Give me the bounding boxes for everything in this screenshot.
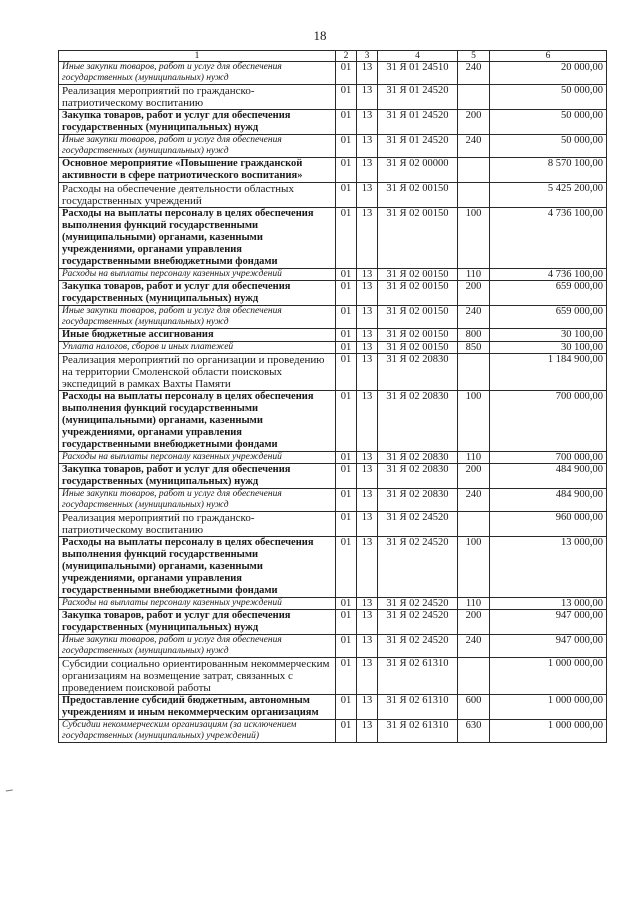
row-expense-type-cell xyxy=(458,158,490,183)
row-name-cell: Расходы на выплаты персоналу казенных учреждений xyxy=(59,452,336,464)
table-row xyxy=(59,354,607,391)
row-expense-type-cell: 240 xyxy=(458,62,490,85)
row-amount-cell: 30 100,00 xyxy=(490,342,607,354)
row-amount-cell: 50 000,00 xyxy=(490,135,607,158)
row-expense-type-cell xyxy=(458,183,490,208)
row-expense-type-cell: 600 xyxy=(458,695,490,720)
row-name-cell: Иные закупки товаров, работ и услуг для обеспечения государственных (муниципальных) нужд xyxy=(59,135,336,158)
row-section-cell: 01 xyxy=(336,464,357,489)
row-subsection-cell: 13 xyxy=(357,269,378,281)
row-name-cell: Реализация мероприятий по гражданско-патриотическому воспитанию xyxy=(59,512,336,537)
row-amount-cell: 700 000,00 xyxy=(490,452,607,464)
row-amount-cell: 4 736 100,00 xyxy=(490,269,607,281)
row-target-code-cell: 31 Я 02 24520 xyxy=(378,610,458,635)
row-subsection-cell: 13 xyxy=(357,489,378,512)
row-amount-cell: 50 000,00 xyxy=(490,110,607,135)
row-target-code-cell: 31 Я 02 00150 xyxy=(378,269,458,281)
row-section-cell: 01 xyxy=(336,635,357,658)
row-section-cell: 01 xyxy=(336,452,357,464)
row-section-cell: 01 xyxy=(336,489,357,512)
row-target-code-cell: 31 Я 02 00000 xyxy=(378,158,458,183)
row-amount-cell: 484 900,00 xyxy=(490,464,607,489)
row-expense-type-cell: 200 xyxy=(458,110,490,135)
row-section-cell: 01 xyxy=(336,658,357,695)
row-name-cell: Расходы на выплаты персоналу казенных учреждений xyxy=(59,269,336,281)
row-subsection-cell: 13 xyxy=(357,85,378,110)
row-name-cell: Расходы на выплаты персоналу в целях обеспечения выполнения функций государственными (муниципальными) органами, казенными учреждениями, органами управления государственными внебюджетными фондами xyxy=(59,391,336,452)
row-expense-type-cell: 800 xyxy=(458,329,490,342)
row-target-code-cell: 31 Я 02 20830 xyxy=(378,452,458,464)
table-row xyxy=(59,391,607,452)
row-section-cell: 01 xyxy=(336,269,357,281)
table-row xyxy=(59,695,607,720)
row-name-cell: Предоставление субсидий бюджетным, автономным учреждениям и иным некоммерческим организациям xyxy=(59,695,336,720)
row-amount-cell: 700 000,00 xyxy=(490,391,607,452)
row-target-code-cell: 31 Я 02 00150 xyxy=(378,329,458,342)
row-name-cell: Закупка товаров, работ и услуг для обеспечения государственных (муниципальных) нужд xyxy=(59,464,336,489)
row-section-cell: 01 xyxy=(336,537,357,598)
row-amount-cell: 1 000 000,00 xyxy=(490,658,607,695)
row-name-cell: Реализация мероприятий по организации и проведению на территории Смоленской области поисковых экспедиций в рамках Вахты Памяти xyxy=(59,354,336,391)
table-row xyxy=(59,598,607,610)
row-target-code-cell: 31 Я 02 00150 xyxy=(378,306,458,329)
row-subsection-cell: 13 xyxy=(357,658,378,695)
row-amount-cell: 1 000 000,00 xyxy=(490,695,607,720)
table-row xyxy=(59,610,607,635)
page-number: 18 xyxy=(313,28,327,43)
row-target-code-cell: 31 Я 02 00150 xyxy=(378,183,458,208)
table-row xyxy=(59,452,607,464)
row-subsection-cell: 13 xyxy=(357,635,378,658)
table-row xyxy=(59,306,607,329)
row-amount-cell: 960 000,00 xyxy=(490,512,607,537)
table-row xyxy=(59,720,607,743)
row-expense-type-cell: 200 xyxy=(458,281,490,306)
row-target-code-cell: 31 Я 02 20830 xyxy=(378,354,458,391)
row-name-cell: Закупка товаров, работ и услуг для обеспечения государственных (муниципальных) нужд xyxy=(59,281,336,306)
row-section-cell: 01 xyxy=(336,208,357,269)
row-amount-cell: 4 736 100,00 xyxy=(490,208,607,269)
row-subsection-cell: 13 xyxy=(357,281,378,306)
table-row xyxy=(59,183,607,208)
column-number-4: 4 xyxy=(378,51,458,62)
row-target-code-cell: 31 Я 01 24520 xyxy=(378,85,458,110)
row-name-cell: Закупка товаров, работ и услуг для обеспечения государственных (муниципальных) нужд xyxy=(59,110,336,135)
table-row xyxy=(59,158,607,183)
row-expense-type-cell: 240 xyxy=(458,306,490,329)
row-target-code-cell: 31 Я 02 24520 xyxy=(378,598,458,610)
table-row xyxy=(59,489,607,512)
row-expense-type-cell: 850 xyxy=(458,342,490,354)
row-name-cell: Иные закупки товаров, работ и услуг для обеспечения государственных (муниципальных) нужд xyxy=(59,62,336,85)
table-row xyxy=(59,537,607,598)
row-subsection-cell: 13 xyxy=(357,695,378,720)
row-section-cell: 01 xyxy=(336,342,357,354)
column-number-5: 5 xyxy=(458,51,490,62)
column-number-3: 3 xyxy=(357,51,378,62)
row-section-cell: 01 xyxy=(336,158,357,183)
row-expense-type-cell: 100 xyxy=(458,208,490,269)
row-target-code-cell: 31 Я 02 00150 xyxy=(378,208,458,269)
row-section-cell: 01 xyxy=(336,110,357,135)
row-expense-type-cell: 110 xyxy=(458,598,490,610)
row-target-code-cell: 31 Я 01 24510 xyxy=(378,62,458,85)
row-section-cell: 01 xyxy=(336,85,357,110)
row-amount-cell: 484 900,00 xyxy=(490,489,607,512)
row-section-cell: 01 xyxy=(336,329,357,342)
row-section-cell: 01 xyxy=(336,183,357,208)
table-row xyxy=(59,269,607,281)
margin-mark xyxy=(6,790,13,795)
row-amount-cell: 5 425 200,00 xyxy=(490,183,607,208)
row-amount-cell: 947 000,00 xyxy=(490,610,607,635)
table-row xyxy=(59,62,607,85)
column-number-row xyxy=(59,51,607,62)
row-target-code-cell: 31 Я 02 00150 xyxy=(378,342,458,354)
column-number-1: 1 xyxy=(59,51,336,62)
row-subsection-cell: 13 xyxy=(357,610,378,635)
row-expense-type-cell: 200 xyxy=(458,610,490,635)
row-amount-cell: 1 000 000,00 xyxy=(490,720,607,743)
row-name-cell: Иные бюджетные ассигнования xyxy=(59,329,336,342)
row-expense-type-cell xyxy=(458,354,490,391)
row-target-code-cell: 31 Я 01 24520 xyxy=(378,135,458,158)
column-number-2: 2 xyxy=(336,51,357,62)
row-name-cell: Реализация мероприятий по гражданско-патриотическому воспитанию xyxy=(59,85,336,110)
row-expense-type-cell: 110 xyxy=(458,452,490,464)
row-subsection-cell: 13 xyxy=(357,208,378,269)
table-row xyxy=(59,85,607,110)
row-subsection-cell: 13 xyxy=(357,110,378,135)
row-section-cell: 01 xyxy=(336,720,357,743)
row-amount-cell: 50 000,00 xyxy=(490,85,607,110)
row-expense-type-cell: 110 xyxy=(458,269,490,281)
row-target-code-cell: 31 Я 02 61310 xyxy=(378,658,458,695)
row-expense-type-cell: 200 xyxy=(458,464,490,489)
row-subsection-cell: 13 xyxy=(357,598,378,610)
row-name-cell: Расходы на обеспечение деятельности областных государственных учреждений xyxy=(59,183,336,208)
row-expense-type-cell: 100 xyxy=(458,391,490,452)
table-row xyxy=(59,281,607,306)
row-name-cell: Расходы на выплаты персоналу в целях обеспечения выполнения функций государственными (муниципальными) органами, казенными учреждениями, органами управления государственными внебюджетными фондами xyxy=(59,537,336,598)
row-subsection-cell: 13 xyxy=(357,342,378,354)
row-amount-cell: 13 000,00 xyxy=(490,537,607,598)
row-subsection-cell: 13 xyxy=(357,183,378,208)
budget-table xyxy=(58,50,607,743)
table-row xyxy=(59,208,607,269)
row-target-code-cell: 31 Я 01 24520 xyxy=(378,110,458,135)
row-section-cell: 01 xyxy=(336,598,357,610)
table-row xyxy=(59,512,607,537)
row-target-code-cell: 31 Я 02 20830 xyxy=(378,464,458,489)
table-row xyxy=(59,329,607,342)
row-expense-type-cell: 100 xyxy=(458,537,490,598)
table-row xyxy=(59,464,607,489)
row-subsection-cell: 13 xyxy=(357,452,378,464)
row-target-code-cell: 31 Я 02 61310 xyxy=(378,720,458,743)
row-amount-cell: 1 184 900,00 xyxy=(490,354,607,391)
row-name-cell: Расходы на выплаты персоналу в целях обеспечения выполнения функций государственными (муниципальными) органами, казенными учреждениями, органами управления государственными внебюджетными фондами xyxy=(59,208,336,269)
row-subsection-cell: 13 xyxy=(357,306,378,329)
row-subsection-cell: 13 xyxy=(357,135,378,158)
row-subsection-cell: 13 xyxy=(357,537,378,598)
row-section-cell: 01 xyxy=(336,62,357,85)
row-target-code-cell: 31 Я 02 00150 xyxy=(378,281,458,306)
row-name-cell: Иные закупки товаров, работ и услуг для обеспечения государственных (муниципальных) нужд xyxy=(59,635,336,658)
table-row xyxy=(59,658,607,695)
table-row xyxy=(59,342,607,354)
row-expense-type-cell: 630 xyxy=(458,720,490,743)
row-name-cell: Иные закупки товаров, работ и услуг для обеспечения государственных (муниципальных) нужд xyxy=(59,489,336,512)
row-subsection-cell: 13 xyxy=(357,354,378,391)
row-amount-cell: 30 100,00 xyxy=(490,329,607,342)
row-target-code-cell: 31 Я 02 24520 xyxy=(378,635,458,658)
row-section-cell: 01 xyxy=(336,512,357,537)
row-name-cell: Уплата налогов, сборов и иных платежей xyxy=(59,342,336,354)
row-subsection-cell: 13 xyxy=(357,720,378,743)
row-amount-cell: 20 000,00 xyxy=(490,62,607,85)
row-name-cell: Субсидии некоммерческим организациям (за исключением государственных (муниципальных) учреждений) xyxy=(59,720,336,743)
row-name-cell: Закупка товаров, работ и услуг для обеспечения государственных (муниципальных) нужд xyxy=(59,610,336,635)
row-target-code-cell: 31 Я 02 20830 xyxy=(378,489,458,512)
row-section-cell: 01 xyxy=(336,610,357,635)
row-name-cell: Субсидии социально ориентированным некоммерческим организациям на возмещение затрат, связанных с проведением поисковой работы xyxy=(59,658,336,695)
row-name-cell: Расходы на выплаты персоналу казенных учреждений xyxy=(59,598,336,610)
budget-table-body xyxy=(59,51,607,743)
row-subsection-cell: 13 xyxy=(357,512,378,537)
row-target-code-cell: 31 Я 02 24520 xyxy=(378,512,458,537)
row-amount-cell: 8 570 100,00 xyxy=(490,158,607,183)
row-subsection-cell: 13 xyxy=(357,329,378,342)
row-subsection-cell: 13 xyxy=(357,391,378,452)
row-section-cell: 01 xyxy=(336,306,357,329)
row-amount-cell: 659 000,00 xyxy=(490,281,607,306)
row-expense-type-cell xyxy=(458,512,490,537)
column-number-6: 6 xyxy=(490,51,607,62)
row-section-cell: 01 xyxy=(336,695,357,720)
row-subsection-cell: 13 xyxy=(357,158,378,183)
table-row xyxy=(59,110,607,135)
row-section-cell: 01 xyxy=(336,391,357,452)
row-target-code-cell: 31 Я 02 24520 xyxy=(378,537,458,598)
row-expense-type-cell: 240 xyxy=(458,635,490,658)
row-subsection-cell: 13 xyxy=(357,62,378,85)
row-section-cell: 01 xyxy=(336,281,357,306)
row-name-cell: Иные закупки товаров, работ и услуг для обеспечения государственных (муниципальных) нужд xyxy=(59,306,336,329)
row-target-code-cell: 31 Я 02 61310 xyxy=(378,695,458,720)
row-expense-type-cell: 240 xyxy=(458,135,490,158)
row-section-cell: 01 xyxy=(336,354,357,391)
table-row xyxy=(59,135,607,158)
row-section-cell: 01 xyxy=(336,135,357,158)
table-row xyxy=(59,635,607,658)
row-name-cell: Основное мероприятие «Повышение гражданской активности в сфере патриотического воспитания» xyxy=(59,158,336,183)
row-amount-cell: 659 000,00 xyxy=(490,306,607,329)
row-amount-cell: 13 000,00 xyxy=(490,598,607,610)
row-expense-type-cell: 240 xyxy=(458,489,490,512)
row-expense-type-cell xyxy=(458,658,490,695)
row-subsection-cell: 13 xyxy=(357,464,378,489)
row-amount-cell: 947 000,00 xyxy=(490,635,607,658)
row-target-code-cell: 31 Я 02 20830 xyxy=(378,391,458,452)
row-expense-type-cell xyxy=(458,85,490,110)
